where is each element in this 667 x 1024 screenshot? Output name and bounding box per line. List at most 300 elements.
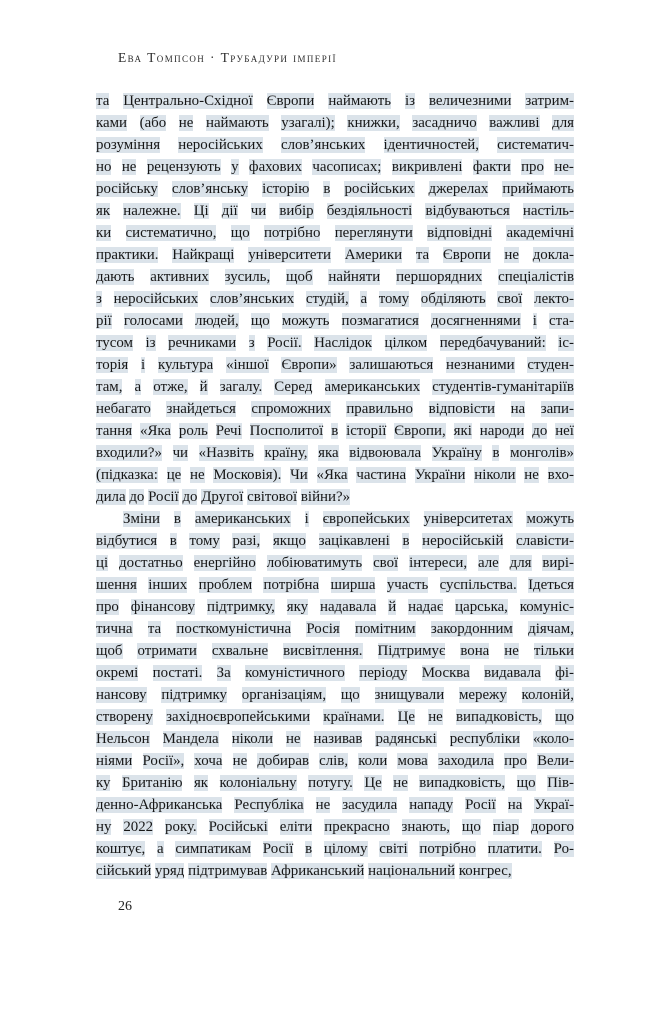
- highlighted-word: війни?»: [300, 489, 351, 505]
- highlighted-word: академічні: [506, 225, 574, 241]
- highlighted-word: Наслідок: [314, 335, 372, 351]
- highlighted-word: потугу.: [308, 775, 353, 791]
- highlighted-word: країну,: [264, 445, 308, 461]
- highlighted-word: що: [340, 687, 360, 703]
- highlighted-word: що: [250, 313, 270, 329]
- highlighted-word: потрібно: [263, 225, 321, 241]
- highlighted-word: у: [231, 159, 239, 175]
- highlighted-word: торія: [96, 357, 129, 373]
- highlighted-word: фахових: [248, 159, 302, 175]
- highlighted-word: іс-: [558, 335, 574, 351]
- highlighted-word: які: [453, 423, 472, 439]
- highlighted-word: не: [121, 159, 137, 175]
- highlighted-word: лекто-: [534, 291, 574, 307]
- text-line: [96, 332, 574, 354]
- highlighted-word: симпатикам: [175, 841, 252, 857]
- highlighted-word: Ці: [193, 203, 209, 219]
- highlighted-word: зусиль,: [224, 269, 271, 285]
- highlighted-word: «Назвіть: [198, 445, 254, 461]
- text-line: [96, 354, 574, 376]
- highlighted-word: Центрально-Східної: [123, 93, 253, 109]
- highlighted-word: запи-: [540, 401, 574, 417]
- highlighted-word: переглянути: [334, 225, 413, 241]
- highlighted-word: систематично,: [125, 225, 217, 241]
- highlighted-word: не: [524, 467, 539, 483]
- highlighted-word: фі-: [555, 665, 574, 681]
- highlighted-word: України: [414, 467, 466, 483]
- highlighted-word: узагалі);: [281, 115, 335, 131]
- highlighted-word: ідентичностей,: [383, 137, 479, 153]
- highlighted-word: та: [96, 93, 110, 109]
- highlighted-word: можуть: [281, 313, 330, 329]
- highlighted-word: частина: [356, 467, 407, 483]
- highlighted-word: цілому: [323, 841, 368, 857]
- highlighted-word: речниками: [168, 335, 237, 351]
- highlighted-word: царська,: [455, 599, 508, 615]
- highlighted-word: не: [178, 115, 194, 131]
- text-line: [96, 552, 574, 574]
- highlighted-word: із: [145, 335, 156, 351]
- highlighted-word: знайдеться: [166, 401, 236, 417]
- highlighted-word: Серед: [274, 379, 313, 395]
- highlighted-word: ками: [96, 115, 128, 131]
- highlighted-word: дорого: [530, 819, 574, 835]
- highlighted-word: університети: [248, 247, 331, 263]
- highlighted-word: не: [285, 731, 301, 747]
- highlighted-word: Америки: [344, 247, 403, 263]
- highlighted-word: незнаними: [446, 357, 515, 373]
- highlighted-word: потрібна: [263, 577, 320, 593]
- highlighted-word: обділяють: [420, 291, 486, 307]
- highlighted-word: приймають: [502, 181, 574, 197]
- highlighted-word: не-: [554, 159, 574, 175]
- highlighted-word: тому: [189, 533, 220, 549]
- text-line: [96, 266, 574, 288]
- text-line: [96, 706, 574, 728]
- highlighted-word: відповідні: [427, 225, 493, 241]
- highlighted-word: голосами: [123, 313, 183, 329]
- highlighted-word: а: [134, 379, 142, 395]
- text-line: [96, 200, 574, 222]
- highlighted-word: в: [305, 841, 313, 857]
- highlighted-word: на: [507, 797, 523, 813]
- highlighted-word: проблем: [198, 577, 253, 593]
- highlighted-word: разі,: [232, 533, 261, 549]
- highlighted-word: не: [315, 797, 331, 813]
- highlighted-word: й: [388, 599, 397, 615]
- highlighted-word: Республіка: [234, 797, 304, 813]
- highlighted-word: Британію: [121, 775, 183, 791]
- highlighted-word: отримати: [137, 643, 197, 659]
- highlighted-word: Європи: [266, 93, 315, 109]
- highlighted-word: величезними: [428, 93, 512, 109]
- highlighted-word: радянські: [375, 731, 437, 747]
- highlighted-word: Європи,: [394, 423, 446, 439]
- text-line: [96, 156, 574, 178]
- highlighted-word: «коло-: [532, 731, 574, 747]
- highlighted-word: розуміння: [96, 137, 161, 153]
- highlighted-word: Мандела: [162, 731, 219, 747]
- highlighted-word: і: [304, 511, 309, 527]
- highlighted-word: дила: [96, 489, 126, 505]
- paragraph-second: [96, 508, 574, 882]
- highlighted-word: на: [510, 401, 526, 417]
- highlighted-word: настіль-: [522, 203, 574, 219]
- highlighted-word: слов’янських: [209, 291, 295, 307]
- highlighted-word: випадковість,: [419, 775, 506, 791]
- highlighted-word: ки: [96, 225, 112, 241]
- highlighted-word: знають,: [401, 819, 450, 835]
- highlighted-word: уряд: [155, 863, 185, 879]
- body-text: [96, 90, 574, 882]
- highlighted-word: в: [169, 533, 177, 549]
- highlighted-word: Африканський: [270, 863, 365, 879]
- highlighted-word: колоній,: [521, 687, 574, 703]
- highlighted-word: позмагатися: [341, 313, 419, 329]
- highlighted-word: вона: [460, 643, 490, 659]
- highlighted-word: відвоювала: [349, 445, 422, 461]
- highlighted-word: постаті.: [152, 665, 203, 681]
- highlighted-word: західноєвропейськими: [166, 709, 311, 725]
- highlighted-word: рії: [96, 313, 112, 329]
- text-line: [96, 310, 574, 332]
- text-line: [96, 90, 574, 112]
- highlighted-word: неросійській: [422, 533, 504, 549]
- text-line: [96, 222, 574, 244]
- highlighted-word: книжки,: [347, 115, 400, 131]
- paragraph-continuation: [96, 90, 574, 508]
- highlighted-word: російську: [96, 181, 158, 197]
- highlighted-word: роль: [178, 423, 208, 439]
- highlighted-word: комуніс-: [519, 599, 574, 615]
- highlighted-word: в: [173, 511, 181, 527]
- highlighted-word: свої: [373, 555, 399, 571]
- highlighted-word: до: [532, 423, 548, 439]
- highlighted-word: Росії: [262, 841, 294, 857]
- highlighted-word: історії: [346, 423, 387, 439]
- highlighted-word: цілком: [384, 335, 428, 351]
- highlighted-word: затрим-: [525, 93, 574, 109]
- highlighted-word: в: [492, 445, 500, 461]
- highlighted-word: окремі: [96, 665, 139, 681]
- highlighted-word: Зміни: [123, 511, 160, 527]
- highlighted-word: найняти: [328, 269, 381, 285]
- highlighted-word: країнами.: [323, 709, 385, 725]
- highlighted-word: ніколи: [231, 731, 273, 747]
- highlighted-word: суспільства.: [439, 577, 517, 593]
- highlighted-word: загалу.: [219, 379, 263, 395]
- highlighted-word: ці: [96, 555, 109, 571]
- highlighted-word: не: [504, 643, 519, 659]
- highlighted-word: ширша: [330, 577, 376, 593]
- highlighted-word: а: [360, 291, 368, 307]
- highlighted-word: свої: [497, 291, 523, 307]
- text-line: [96, 728, 574, 750]
- highlighted-word: що: [461, 819, 481, 835]
- highlighted-word: заходила: [437, 753, 494, 769]
- text-line: [96, 662, 574, 684]
- highlighted-word: чи: [172, 445, 189, 461]
- highlighted-word: з: [248, 335, 255, 351]
- text-line: [96, 750, 574, 772]
- highlighted-word: денно-Африканська: [96, 797, 223, 813]
- highlighted-word: часописах;: [312, 159, 382, 175]
- highlighted-word: культура: [157, 357, 214, 373]
- highlighted-word: там,: [96, 379, 123, 395]
- highlighted-word: комуністичного: [245, 665, 345, 681]
- highlighted-word: неросійських: [178, 137, 263, 153]
- highlighted-word: діячам,: [528, 621, 574, 637]
- highlighted-word: Європи: [442, 247, 491, 263]
- highlighted-word: прекрасно: [324, 819, 390, 835]
- highlighted-word: Підтримує: [377, 643, 446, 659]
- highlighted-word: для: [509, 555, 532, 571]
- highlighted-word: спеціалістів: [498, 269, 574, 285]
- highlighted-word: європейських: [322, 511, 410, 527]
- highlighted-word: світі: [379, 841, 408, 857]
- highlighted-word: ніями: [96, 753, 133, 769]
- highlighted-word: коли: [358, 753, 388, 769]
- highlighted-word: тання: [96, 423, 133, 439]
- highlighted-word: слов’янських: [281, 137, 366, 153]
- highlighted-word: хоча: [194, 753, 223, 769]
- highlighted-word: Речі: [215, 423, 242, 439]
- text-line: [96, 640, 574, 662]
- text-line: [96, 288, 574, 310]
- highlighted-word: (підказка:: [96, 467, 158, 483]
- highlighted-word: щоб: [286, 269, 313, 285]
- highlighted-word: відбутися: [96, 533, 158, 549]
- highlighted-word: яка: [318, 445, 339, 461]
- highlighted-word: славісти-: [516, 533, 574, 549]
- text-line: [96, 178, 574, 200]
- highlighted-word: нападу: [409, 797, 454, 813]
- text-line: [96, 442, 574, 464]
- highlighted-word: про: [521, 159, 544, 175]
- highlighted-word: Другої: [201, 489, 244, 505]
- highlighted-word: участь: [386, 577, 429, 593]
- highlighted-word: еліти: [279, 819, 313, 835]
- text-line: [96, 376, 574, 398]
- highlighted-word: «Яка: [316, 467, 348, 483]
- highlighted-word: вхо-: [547, 467, 574, 483]
- highlighted-word: для: [552, 115, 574, 131]
- highlighted-word: Це: [364, 775, 382, 791]
- highlighted-word: Украї-: [534, 797, 574, 813]
- text-line: [96, 596, 574, 618]
- text-line: [96, 486, 574, 508]
- highlighted-word: народи: [479, 423, 525, 439]
- highlighted-word: студентів-гуманітаріїв: [432, 379, 574, 395]
- highlighted-word: Московія).: [213, 467, 282, 483]
- highlighted-word: року.: [165, 819, 197, 835]
- highlighted-word: но: [96, 159, 112, 175]
- text-line: [96, 244, 574, 266]
- highlighted-word: і: [141, 357, 146, 373]
- highlighted-word: не: [504, 247, 519, 263]
- highlighted-word: в: [331, 423, 339, 439]
- text-line: [96, 684, 574, 706]
- text-line: [96, 618, 574, 640]
- highlighted-word: називав: [313, 731, 363, 747]
- highlighted-word: Москва: [421, 665, 470, 681]
- highlighted-word: чи: [250, 203, 267, 219]
- highlighted-word: підтримував: [188, 863, 268, 879]
- highlighted-word: якщо: [272, 533, 306, 549]
- highlighted-word: тільки: [533, 643, 574, 659]
- highlighted-word: наймають: [205, 115, 269, 131]
- highlighted-word: але: [477, 555, 499, 571]
- page-number: 26: [118, 899, 132, 914]
- highlighted-word: енергійно: [193, 555, 256, 571]
- highlighted-word: засадничо: [412, 115, 477, 131]
- highlighted-word: із: [405, 93, 416, 109]
- highlighted-word: 2022: [123, 819, 154, 835]
- highlighted-word: Україну: [431, 445, 482, 461]
- highlighted-word: Росія: [306, 621, 340, 637]
- highlighted-word: й: [199, 379, 208, 395]
- highlighted-word: республіки: [449, 731, 520, 747]
- highlighted-word: Росії.: [267, 335, 302, 351]
- highlighted-word: піар: [492, 819, 519, 835]
- highlighted-word: спроможних: [251, 401, 331, 417]
- highlighted-word: це: [166, 467, 182, 483]
- highlighted-word: досягненнями: [430, 313, 521, 329]
- highlighted-word: першорядних: [396, 269, 483, 285]
- highlighted-word: не: [393, 775, 408, 791]
- highlighted-word: що: [555, 709, 574, 725]
- highlighted-word: студій,: [305, 291, 349, 307]
- highlighted-word: зацікавлені: [318, 533, 390, 549]
- highlighted-word: мережу: [458, 687, 507, 703]
- highlighted-word: колоніальну: [219, 775, 297, 791]
- highlighted-word: підтримку: [161, 687, 228, 703]
- highlighted-word: тусом: [96, 335, 133, 351]
- highlighted-word: отже,: [153, 379, 188, 395]
- highlighted-word: студен-: [527, 357, 574, 373]
- highlighted-word: в: [323, 181, 331, 197]
- highlighted-word: щоб: [96, 643, 123, 659]
- highlighted-word: дають: [96, 269, 135, 285]
- highlighted-word: Найкращі: [172, 247, 235, 263]
- highlighted-word: організаціям,: [241, 687, 327, 703]
- highlighted-word: як: [193, 775, 209, 791]
- highlighted-word: в: [402, 533, 410, 549]
- highlighted-word: інтереси,: [409, 555, 468, 571]
- highlighted-word: правильно: [346, 401, 413, 417]
- highlighted-word: до: [129, 489, 145, 505]
- highlighted-word: належне.: [123, 203, 181, 219]
- highlighted-word: Російські: [208, 819, 268, 835]
- highlighted-word: добирав: [257, 753, 309, 769]
- highlighted-word: людей,: [195, 313, 239, 329]
- highlighted-word: Ро-: [553, 841, 574, 857]
- highlighted-word: Нельсон: [96, 731, 150, 747]
- highlighted-word: Посполитої: [249, 423, 324, 439]
- highlighted-word: відповісти: [428, 401, 495, 417]
- highlighted-word: ку: [96, 775, 111, 791]
- running-header: Ева Томпсон · Трубадури імперії: [118, 50, 337, 65]
- highlighted-word: передбачуваний:: [439, 335, 546, 351]
- highlighted-word: як: [96, 203, 111, 219]
- highlighted-word: слов’янську: [171, 181, 249, 197]
- highlighted-word: висвітлення.: [283, 643, 363, 659]
- highlighted-word: небагато: [96, 401, 151, 417]
- highlighted-word: факти: [472, 159, 511, 175]
- highlighted-word: і: [532, 313, 537, 329]
- highlighted-word: з: [96, 291, 102, 307]
- text-line: [96, 860, 574, 882]
- highlighted-word: Європи»: [281, 357, 337, 373]
- highlighted-word: можуть: [526, 511, 574, 527]
- highlighted-word: неї: [555, 423, 574, 439]
- highlighted-word: залишаються: [349, 357, 434, 373]
- highlighted-word: джерелах: [428, 181, 489, 197]
- highlighted-word: дії: [221, 203, 238, 219]
- highlighted-word: відбуваються: [425, 203, 510, 219]
- highlighted-word: випадковість,: [455, 709, 542, 725]
- highlighted-word: коштує,: [96, 841, 146, 857]
- highlighted-word: не: [190, 467, 205, 483]
- highlighted-word: потрібно: [419, 841, 476, 857]
- highlighted-word: рецензують: [146, 159, 221, 175]
- highlighted-word: яку: [286, 599, 309, 615]
- highlighted-word: «Яка: [140, 423, 171, 439]
- highlighted-word: шення: [96, 577, 137, 593]
- highlighted-word: надавала: [319, 599, 377, 615]
- highlighted-word: ста-: [549, 313, 574, 329]
- highlighted-word: ніколи: [474, 467, 516, 483]
- highlighted-word: важливі: [489, 115, 540, 131]
- highlighted-word: та: [415, 247, 430, 263]
- highlighted-word: нансову: [96, 687, 147, 703]
- highlighted-word: Ідеться: [528, 577, 574, 593]
- highlighted-word: платити.: [487, 841, 542, 857]
- highlighted-word: За: [216, 665, 231, 681]
- highlighted-word: тому: [378, 291, 410, 307]
- highlighted-word: Росії»,: [142, 753, 185, 769]
- highlighted-word: ну: [96, 819, 112, 835]
- highlighted-word: Це: [397, 709, 415, 725]
- text-line: [96, 530, 574, 552]
- highlighted-word: вирі-: [542, 555, 574, 571]
- highlighted-word: надає: [408, 599, 444, 615]
- highlighted-word: мова: [397, 753, 428, 769]
- highlighted-word: фінансову: [130, 599, 196, 615]
- text-line: [96, 574, 574, 596]
- highlighted-word: лобіюватимуть: [266, 555, 363, 571]
- highlighted-word: вибір: [279, 203, 314, 219]
- highlighted-word: Чи: [290, 467, 308, 483]
- highlighted-word: американських: [324, 379, 421, 395]
- highlighted-word: Росії: [465, 797, 496, 813]
- highlighted-word: а: [157, 841, 164, 857]
- highlighted-word: знищували: [374, 687, 445, 703]
- highlighted-word: достатньо: [119, 555, 183, 571]
- highlighted-word: підтримку,: [206, 599, 275, 615]
- highlighted-word: (або: [139, 115, 167, 131]
- highlighted-word: що: [516, 775, 536, 791]
- highlighted-word: схвальне: [211, 643, 269, 659]
- highlighted-word: «іншої: [226, 357, 269, 373]
- highlighted-word: національний: [368, 863, 456, 879]
- highlighted-word: посткомуністична: [176, 621, 292, 637]
- highlighted-word: світової: [247, 489, 298, 505]
- highlighted-word: докла-: [532, 247, 574, 263]
- highlighted-word: що: [230, 225, 250, 241]
- highlighted-word: конгрес,: [458, 863, 512, 879]
- highlighted-word: створену: [96, 709, 153, 725]
